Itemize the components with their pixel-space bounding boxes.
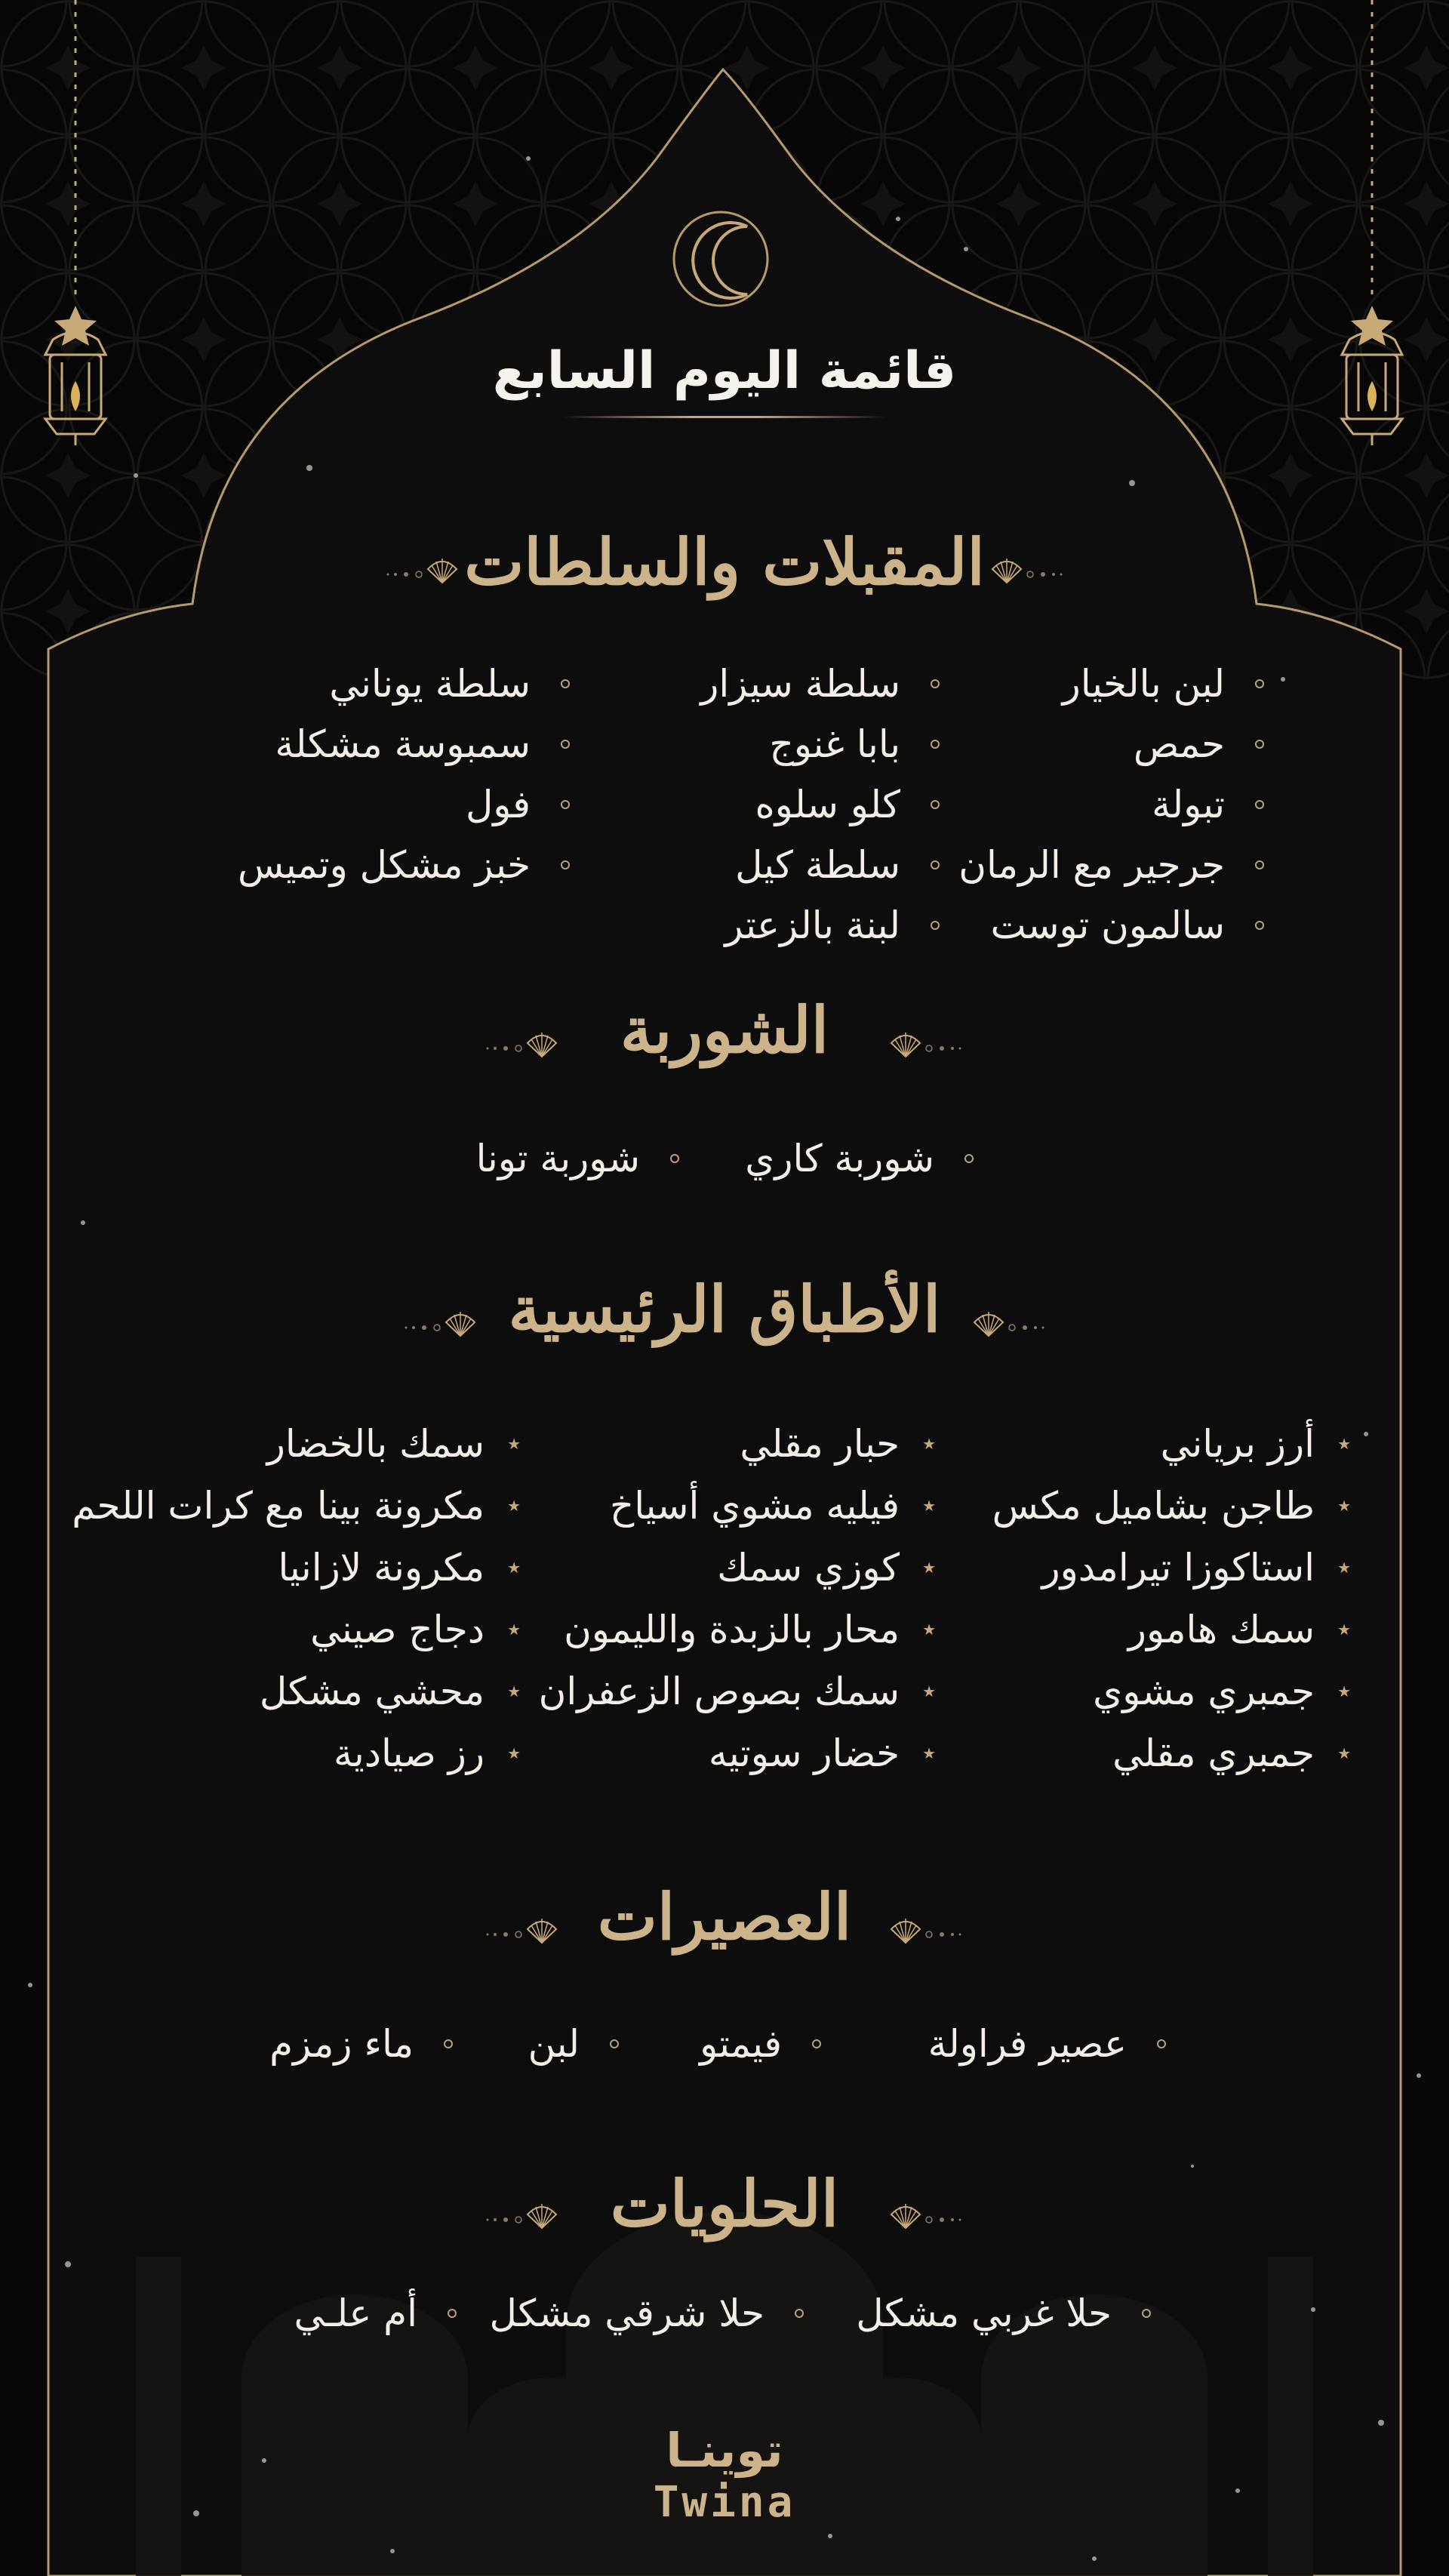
shell-icon [990, 557, 1023, 584]
ornament-dots [925, 2216, 963, 2224]
star-bullet-icon: ★ [922, 1435, 936, 1453]
bullet-icon [1255, 800, 1264, 809]
shell-icon [889, 2202, 922, 2230]
menu-item: لبن [468, 2014, 619, 2074]
main-dishes-column-3 [38, 1413, 521, 1784]
star-bullet-icon: ★ [1337, 1744, 1351, 1762]
menu-item: ★ جمبري مقلي [1112, 1731, 1351, 1775]
bullet-icon [931, 860, 940, 869]
ornament-dots [485, 2216, 522, 2224]
star-bullet-icon: ★ [507, 1682, 521, 1700]
menu-item: حلا غربي مشكل [849, 2283, 1151, 2344]
menu-item: جرجير مع الرمان [887, 835, 1264, 895]
menu-item: حمص [887, 714, 1264, 774]
ornament-dots [1026, 571, 1064, 578]
section-heading-appetizers: المقبلات والسلطات [464, 525, 985, 599]
bullet-icon [670, 1154, 679, 1163]
menu-item: ★ كوزي سمك [717, 1546, 936, 1590]
bullet-icon [1157, 2039, 1166, 2048]
menu-item: ★ سمك بالخضار [266, 1422, 521, 1466]
menu-item: عصير فراولة [879, 2014, 1166, 2074]
menu-item: سلطة سيزار [577, 654, 940, 714]
main-dishes-column-2 [513, 1413, 936, 1784]
menu-item: ★ محار بالزبدة والليمون [564, 1608, 936, 1651]
juice-item-4 [226, 2014, 453, 2074]
star-bullet-icon: ★ [507, 1559, 521, 1577]
main-dishes-column-1 [928, 1413, 1351, 1784]
menu-item: فول [192, 774, 570, 835]
menu-item: ★ محشي مشكل [259, 1670, 521, 1713]
bullet-icon [931, 740, 940, 749]
menu-item: أم علـي [230, 2283, 457, 2344]
bullet-icon [561, 800, 570, 809]
star-bullet-icon: ★ [1337, 1682, 1351, 1700]
ornament-dots [485, 1045, 522, 1052]
menu-item: ★ سمك هامور [1128, 1608, 1351, 1651]
bullet-icon [795, 2309, 804, 2318]
shell-icon [426, 557, 459, 584]
menu-item: ★ طاجن بشاميل مكس [992, 1484, 1351, 1528]
menu-item: ★ أرز برياني [1160, 1422, 1351, 1466]
dessert-item-1 [849, 2283, 1151, 2344]
menu-item: ★ خضار سوتيه [708, 1731, 936, 1775]
section-heading-desserts: الحلويات [610, 2166, 839, 2241]
section-heading-juices: العصيرات [597, 1879, 852, 1954]
bullet-icon [931, 921, 940, 930]
ornament-dots [925, 1045, 963, 1052]
ornament-dots [385, 571, 423, 578]
star-bullet-icon: ★ [922, 1620, 936, 1639]
soup-item-1 [657, 1128, 974, 1189]
page-title: قائمة اليوم السابع [492, 341, 957, 401]
dessert-item-3 [230, 2283, 457, 2344]
star-bullet-icon: ★ [922, 1559, 936, 1577]
star-bullet-icon: ★ [1337, 1435, 1351, 1453]
bullet-icon [1142, 2309, 1151, 2318]
star-bullet-icon: ★ [507, 1497, 521, 1515]
bullet-icon [561, 740, 570, 749]
shell-icon [889, 1031, 922, 1058]
bullet-icon [448, 2309, 457, 2318]
shell-icon [444, 1310, 477, 1337]
bullet-icon [931, 800, 940, 809]
star-bullet-icon: ★ [1337, 1620, 1351, 1639]
star-bullet-icon: ★ [922, 1497, 936, 1515]
juice-item-1 [879, 2014, 1166, 2074]
brand-logo-arabic: توينـا [666, 2423, 783, 2478]
ornament-dots [485, 1931, 522, 1938]
shell-icon [525, 2202, 558, 2230]
soup-item-2 [362, 1128, 679, 1189]
menu-item: ★ فيليه مشوي أسياخ [610, 1484, 936, 1528]
star-bullet-icon: ★ [1337, 1559, 1351, 1577]
section-heading-soup: الشوربة [620, 993, 829, 1067]
menu-item: ★ دجاج صيني [310, 1608, 521, 1651]
menu-item: حلا شرقي مشكل [502, 2283, 804, 2344]
bullet-icon [1255, 860, 1264, 869]
brand-logo-latin: Twina [653, 2478, 796, 2527]
menu-item: بابا غنوج [577, 714, 940, 774]
menu-item: لبن بالخيار [887, 654, 1264, 714]
juice-item-2 [625, 2014, 821, 2074]
bullet-icon [444, 2039, 453, 2048]
star-bullet-icon: ★ [507, 1744, 521, 1762]
star-bullet-icon: ★ [922, 1682, 936, 1700]
menu-item: ★ مكرونة لازانيا [278, 1546, 521, 1590]
menu-item: سلطة كيل [577, 835, 940, 895]
star-bullet-icon: ★ [1337, 1497, 1351, 1515]
menu-item: ★ مكرونة بينا مع كرات اللحم [72, 1484, 521, 1528]
title-underline [562, 416, 887, 418]
menu-item: سالمون توست [887, 895, 1264, 956]
section-heading-main-dishes: الأطباق الرئيسية [508, 1272, 941, 1346]
bullet-icon [1255, 740, 1264, 749]
ornament-dots [925, 1931, 963, 1938]
ornament-dots [403, 1324, 441, 1331]
star-bullet-icon: ★ [507, 1620, 521, 1639]
menu-item: سمبوسة مشكلة [192, 714, 570, 774]
menu-item: ★ رز صيادية [334, 1731, 521, 1775]
appetizers-column-1 [887, 654, 1264, 956]
bullet-icon [561, 860, 570, 869]
menu-item: شوربة تونا [362, 1128, 679, 1189]
appetizers-column-2 [577, 654, 940, 956]
menu-item: كلو سلوه [577, 774, 940, 835]
star-bullet-icon: ★ [507, 1435, 521, 1453]
menu-item: ★ استاكوزا تيرامدور [1041, 1546, 1351, 1590]
menu-item: ★ جمبري مشوي [1093, 1670, 1351, 1713]
shell-icon [972, 1310, 1005, 1337]
bullet-icon [931, 679, 940, 688]
menu-item: ★ سمك بصوص الزعفران [538, 1670, 936, 1713]
shell-icon [889, 1917, 922, 1944]
shell-icon [525, 1031, 558, 1058]
bullet-icon [610, 2039, 619, 2048]
bullet-icon [812, 2039, 821, 2048]
bullet-icon [1255, 679, 1264, 688]
menu-item: فيمتو [625, 2014, 821, 2074]
appetizers-column-3 [192, 654, 570, 895]
dessert-item-2 [489, 2283, 804, 2344]
bullet-icon [964, 1154, 974, 1163]
bullet-icon [561, 679, 570, 688]
shell-icon [525, 1917, 558, 1944]
menu-item: ★ حبار مقلي [740, 1422, 936, 1466]
menu-item: شوربة كاري [657, 1128, 974, 1189]
ornament-dots [1008, 1324, 1046, 1331]
menu-item: ماء زمزم [226, 2014, 453, 2074]
menu-item: سلطة يوناني [192, 654, 570, 714]
star-bullet-icon: ★ [922, 1744, 936, 1762]
bullet-icon [1255, 921, 1264, 930]
menu-item: لبنة بالزعتر [577, 895, 940, 956]
menu-item: تبولة [887, 774, 1264, 835]
menu-item: خبز مشكل وتميس [192, 835, 570, 895]
juice-item-3 [468, 2014, 619, 2074]
